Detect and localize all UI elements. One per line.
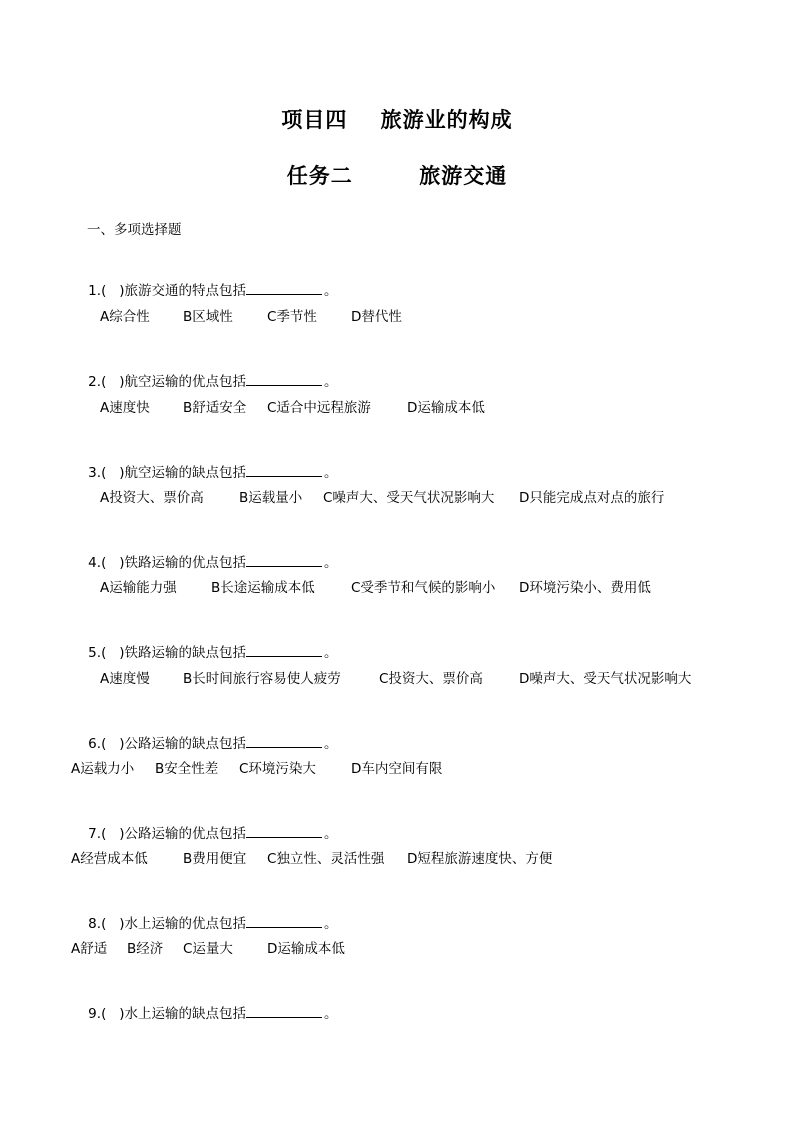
- option-a: A运载力小: [71, 761, 135, 777]
- question-end: 。: [323, 555, 338, 571]
- answer-blank: [246, 552, 322, 567]
- question-end: 。: [323, 283, 338, 299]
- option-b: B运载量小: [239, 490, 303, 506]
- question-number: 5.: [88, 645, 102, 661]
- answer-paren: ( ): [101, 465, 125, 481]
- option-d: D噪声大、受天气状况影响大: [519, 671, 692, 687]
- option-a: A运输能力强: [100, 580, 177, 596]
- option-b: B长时间旅行容易使人疲劳: [183, 671, 341, 687]
- option-c: C季节性: [267, 309, 317, 325]
- question-text: 航空运输的优点包括: [124, 374, 246, 390]
- question-end: 。: [323, 916, 338, 932]
- question-text: 公路运输的缺点包括: [124, 736, 246, 752]
- answer-blank: [246, 1003, 322, 1018]
- question-number: 4.: [88, 555, 102, 571]
- question-text: 铁路运输的缺点包括: [124, 645, 246, 661]
- question-number: 8.: [88, 916, 102, 932]
- question-text: 航空运输的缺点包括: [124, 465, 246, 481]
- answer-blank: [246, 371, 322, 386]
- option-b: B费用便宜: [183, 851, 247, 867]
- option-d: D环境污染小、费用低: [519, 580, 651, 596]
- question-end: 。: [323, 645, 338, 661]
- answer-paren: ( ): [101, 645, 125, 661]
- answer-paren: ( ): [101, 826, 125, 842]
- answer-paren: ( ): [101, 555, 125, 571]
- option-d: D车内空间有限: [351, 761, 443, 777]
- answer-blank: [246, 823, 322, 838]
- option-d: D运输成本低: [267, 941, 345, 957]
- document-title: 项目四 旅游业的构成: [281, 108, 513, 132]
- question-text: 铁路运输的优点包括: [124, 555, 246, 571]
- answer-paren: ( ): [101, 283, 125, 299]
- question-text: 旅游交通的特点包括: [124, 283, 246, 299]
- option-b: B长途运输成本低: [211, 580, 315, 596]
- option-c: C投资大、票价高: [379, 671, 483, 687]
- question-number: 7.: [88, 826, 102, 842]
- answer-paren: ( ): [101, 736, 125, 752]
- section-heading: 一、多项选择题: [87, 222, 182, 238]
- option-d: D替代性: [351, 309, 402, 325]
- option-a: A速度慢: [100, 671, 150, 687]
- option-c: C适合中远程旅游: [267, 400, 371, 416]
- option-a: A速度快: [100, 400, 150, 416]
- question-text: 水上运输的缺点包括: [124, 1006, 246, 1022]
- question-number: 6.: [88, 736, 102, 752]
- option-d: D只能完成点对点的旅行: [519, 490, 665, 506]
- question-end: 。: [323, 826, 338, 842]
- question-end: 。: [323, 736, 338, 752]
- question-number: 2.: [88, 374, 102, 390]
- option-a: A投资大、票价高: [100, 490, 204, 506]
- question-end: 。: [323, 374, 338, 390]
- option-c: C独立性、灵活性强: [267, 851, 385, 867]
- question-end: 。: [323, 465, 338, 481]
- question-text: 水上运输的优点包括: [124, 916, 246, 932]
- answer-blank: [246, 280, 322, 295]
- option-c: C受季节和气候的影响小: [351, 580, 496, 596]
- answer-paren: ( ): [101, 916, 125, 932]
- option-d: D运输成本低: [407, 400, 485, 416]
- option-d: D短程旅游速度快、方便: [407, 851, 553, 867]
- question-text: 公路运输的优点包括: [124, 826, 246, 842]
- question-number: 9.: [88, 1006, 102, 1022]
- question-number: 3.: [88, 465, 102, 481]
- question-end: 。: [323, 1006, 338, 1022]
- option-b: B经济: [127, 941, 164, 957]
- answer-blank: [246, 733, 322, 748]
- option-a: A舒适: [71, 941, 108, 957]
- option-c: C环境污染大: [239, 761, 316, 777]
- document-subtitle: 任务二 旅游交通: [286, 164, 508, 188]
- option-c: C噪声大、受天气状况影响大: [323, 490, 495, 506]
- answer-paren: ( ): [101, 374, 125, 390]
- option-a: A综合性: [100, 309, 150, 325]
- option-b: B安全性差: [155, 761, 219, 777]
- option-a: A经营成本低: [71, 851, 148, 867]
- answer-blank: [246, 642, 322, 657]
- answer-blank: [246, 913, 322, 928]
- option-c: C运量大: [183, 941, 233, 957]
- question-9: [71, 985, 337, 1041]
- option-b: B区域性: [183, 309, 233, 325]
- answer-blank: [246, 462, 322, 477]
- option-b: B舒适安全: [183, 400, 247, 416]
- question-number: 1.: [88, 283, 102, 299]
- answer-paren: ( ): [101, 1006, 125, 1022]
